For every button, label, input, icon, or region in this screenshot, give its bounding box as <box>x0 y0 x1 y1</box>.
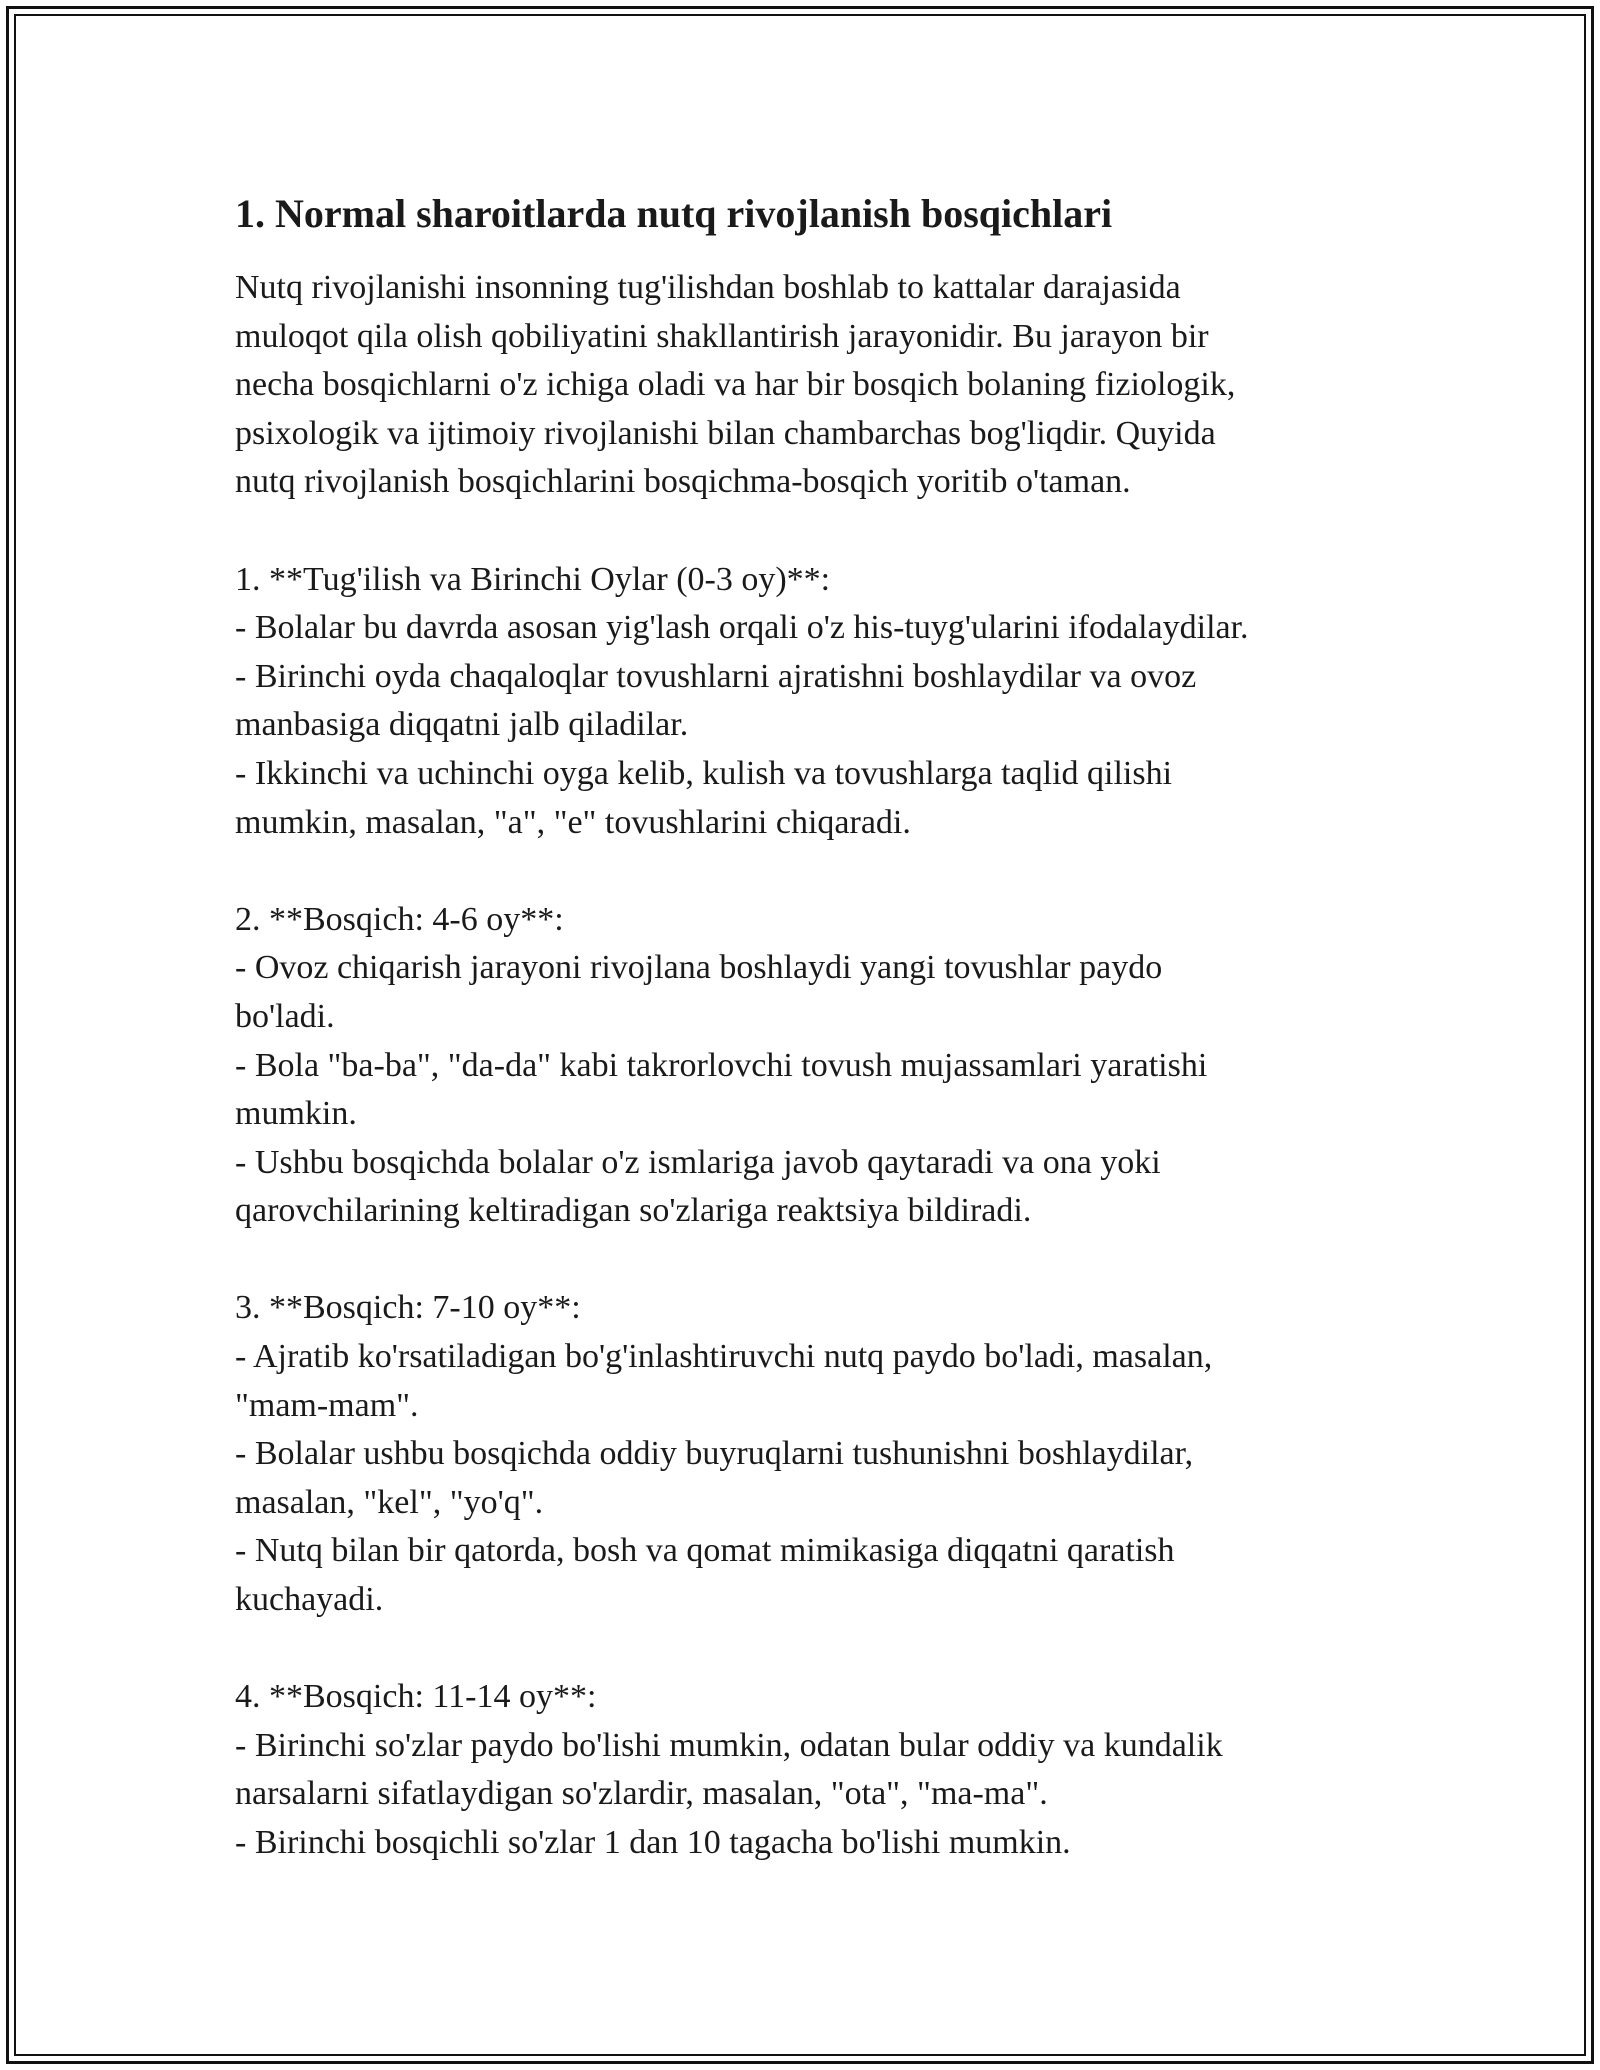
document-title: 1. Normal sharoitlarda nutq rivojlanish bosqichlari <box>235 191 1113 236</box>
document-content <box>235 186 1395 1868</box>
document-body: Nutq rivojlanishi insonning tug'ilishdan boshlab to kattalar darajasida muloqot qila olish qobiliyatini shakllantirish jarayonidir. Bu jarayon bir necha bosqichlarni o'z ichiga oladi va har bir bosqich bolaning fiziologik, psixologik va ijtimoiy rivojlanishi bilan chambarchas bog'liqdir. Quyida nutq rivojlanish bosqichlarini bosqichma-bosqich yoritib o'taman. 1. **Tug'ilish va Birinchi Oylar (0-3 oy)**: - Bolalar bu davrda asosan yig'lash orqali o'z his-tuyg'ularini ifodalaydilar. - Birinchi oyda chaqaloqlar tovushlarni ajratishni boshlaydilar va ovoz manbasiga diqqatni jalb qiladilar. - Ikkinchi va uchinchi oyga kelib, kulish va tovushlarga taqlid qilishi mumkin, masalan, "a", "e" tovushlarini chiqaradi. 2. **Bosqich: 4-6 oy**: - Ovoz chiqarish jarayoni rivojlana boshlaydi yangi tovushlar paydo bo'ladi. - Bola "ba-ba", "da-da" kabi takrorlovchi tovush mujassamlari yaratishi mumkin. - Ushbu bosqichda bolalar o'z ismlariga javob qaytaradi va ona yoki qarovchilarining keltiradigan so'zlariga reaktsiya bildiradi. 3. **Bosqich: 7-10 oy**: - Ajratib ko'rsatiladigan bo'g'inlashtiruvchi nutq paydo bo'ladi, masalan, "mam-mam". - Bolalar ushbu bosqichda oddiy buyruqlarni tushunishni boshlaydilar, masalan, "kel", "yo'q". - Nutq bilan bir qatorda, bosh va qomat mimikasiga diqqatni qaratish kuchayadi. 4. **Bosqich: 11-14 oy**: - Birinchi so'zlar paydo bo'lishi mumkin, odatan bular oddiy va kundalik narsalarni sifatlaydigan so'zlardir, masalan, "ota", "ma-ma". - Birinchi bosqichli so'zlar 1 dan 10 tagacha bo'lishi mumkin. <box>235 269 1249 1861</box>
